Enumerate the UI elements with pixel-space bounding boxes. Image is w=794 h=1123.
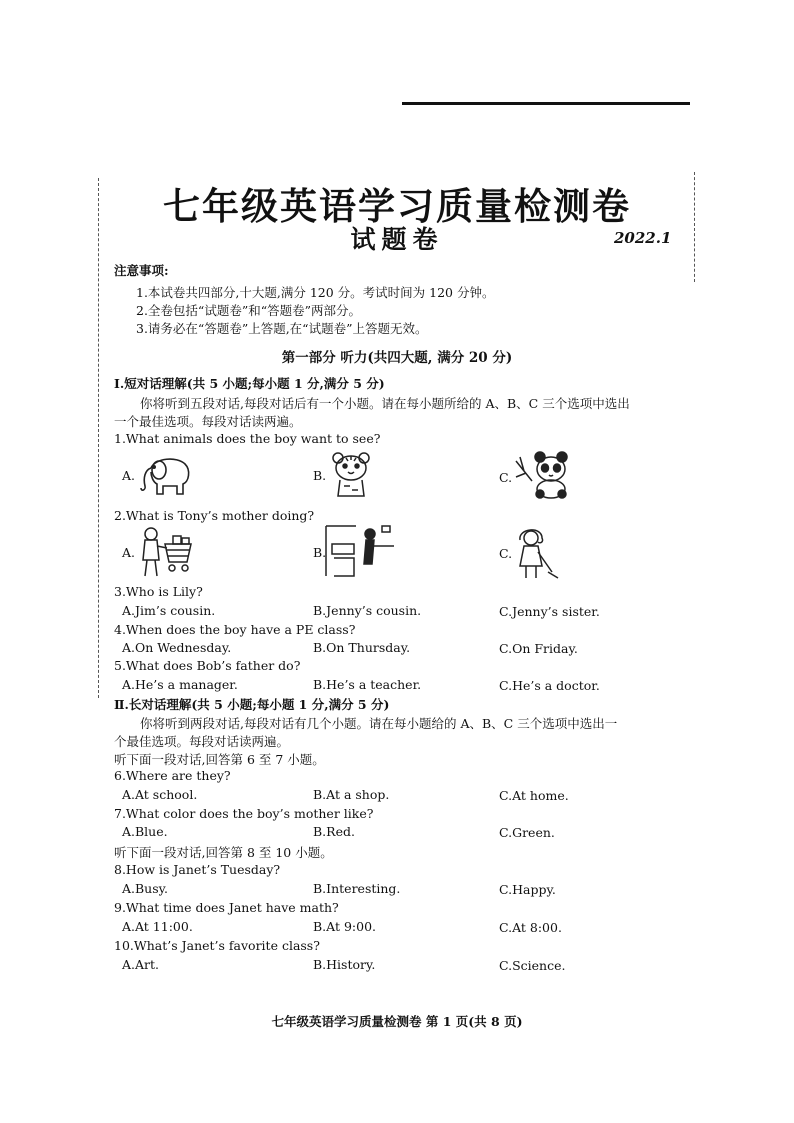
- option-a: A.At school.: [122, 787, 198, 802]
- top-rule: [402, 102, 690, 105]
- tiger-image: [328, 450, 374, 498]
- option-b: B.Red.: [313, 824, 355, 839]
- cooking-woman-image: [324, 524, 396, 578]
- page-subtitle: 试题卷: [350, 225, 444, 254]
- option-a: A.At 11:00.: [122, 919, 193, 934]
- left-binding-line: [98, 178, 99, 698]
- question-text: 10.What’s Janet’s favorite class?: [114, 938, 320, 953]
- option-a: A.Blue.: [122, 824, 168, 839]
- option-label: B.: [313, 468, 327, 483]
- section1-heading: Ⅰ.短对话理解(共 5 小题;每小题 1 分,满分 5 分): [114, 376, 385, 391]
- exam-date: 2022.1: [614, 229, 672, 247]
- sweeping-woman-image: [512, 526, 560, 580]
- section1-instruction: 一个最佳选项。每段对话读两遍。: [114, 414, 302, 429]
- question-text: 5.What does Bob’s father do?: [114, 658, 301, 673]
- page-footer: 七年级英语学习质量检测卷 第 1 页(共 8 页): [271, 1014, 523, 1029]
- option-label: C.: [499, 470, 513, 485]
- option-c: C.Science.: [499, 958, 566, 973]
- panda-image: [512, 451, 574, 499]
- section2-heading: Ⅱ.长对话理解(共 5 小题;每小题 1 分,满分 5 分): [114, 697, 390, 712]
- question-text: 2.What is Tony’s mother doing?: [114, 508, 315, 523]
- question-text: 8.How is Janet’s Tuesday?: [114, 862, 281, 877]
- section2-instruction: 个最佳选项。每段对话读两遍。: [114, 734, 290, 749]
- question-text: 7.What color does the boy’s mother like?: [114, 806, 374, 821]
- option-b: B.Interesting.: [313, 881, 401, 896]
- question-text: 3.Who is Lily?: [114, 584, 203, 599]
- option-c: C.At 8:00.: [499, 920, 562, 935]
- note-item: 2.全卷包括“试题卷”和“答题卷”两部分。: [136, 303, 361, 318]
- question-text: 6.Where are they?: [114, 768, 231, 783]
- option-c: C.Jenny’s sister.: [499, 604, 600, 619]
- notes-heading: 注意事项:: [114, 263, 169, 278]
- section2-instruction: 你将听到两段对话,每段对话有几个小题。请在每小题给的 A、B、C 三个选项中选出一: [140, 716, 618, 731]
- option-c: C.Happy.: [499, 882, 556, 897]
- question-text: 4.When does the boy have a PE class?: [114, 622, 356, 637]
- option-a: A.Art.: [122, 957, 159, 972]
- note-item: 3.请务必在“答题卷”上答题,在“试题卷”上答题无效。: [136, 321, 428, 336]
- listening-lead: 听下面一段对话,回答第 8 至 10 小题。: [114, 845, 333, 860]
- option-a: A.He’s a manager.: [122, 677, 238, 692]
- option-label: C.: [499, 546, 513, 561]
- option-b: B.At a shop.: [313, 787, 390, 802]
- option-a: A.On Wednesday.: [122, 640, 232, 655]
- note-item: 1.本试卷共四部分,十大题,满分 120 分。考试时间为 120 分钟。: [136, 285, 495, 300]
- option-a: A.Busy.: [122, 881, 169, 896]
- option-c: C.On Friday.: [499, 641, 578, 656]
- question-text: 1.What animals does the boy want to see?: [114, 431, 381, 446]
- option-label: B.: [313, 545, 327, 560]
- listening-lead: 听下面一段对话,回答第 6 至 7 小题。: [114, 752, 325, 767]
- option-a: A.Jim’s cousin.: [122, 603, 216, 618]
- shopping-woman-image: [137, 526, 197, 578]
- page-title: 七年级英语学习质量检测卷: [163, 184, 631, 228]
- section1-instruction: 你将听到五段对话,每段对话后有一个小题。请在每小题所给的 A、B、C 三个选项中选出: [140, 396, 630, 411]
- question-text: 9.What time does Janet have math?: [114, 900, 339, 915]
- option-b: B.At 9:00.: [313, 919, 377, 934]
- option-b: B.He’s a teacher.: [313, 677, 422, 692]
- option-label: A.: [122, 545, 136, 560]
- elephant-image: [137, 452, 195, 496]
- option-b: B.Jenny’s cousin.: [313, 603, 422, 618]
- part1-heading: 第一部分 听力(共四大题, 满分 20 分): [281, 350, 513, 366]
- option-c: C.He’s a doctor.: [499, 678, 600, 693]
- option-c: C.At home.: [499, 788, 569, 803]
- option-label: A.: [122, 468, 136, 483]
- option-c: C.Green.: [499, 825, 555, 840]
- option-b: B.On Thursday.: [313, 640, 411, 655]
- option-b: B.History.: [313, 957, 376, 972]
